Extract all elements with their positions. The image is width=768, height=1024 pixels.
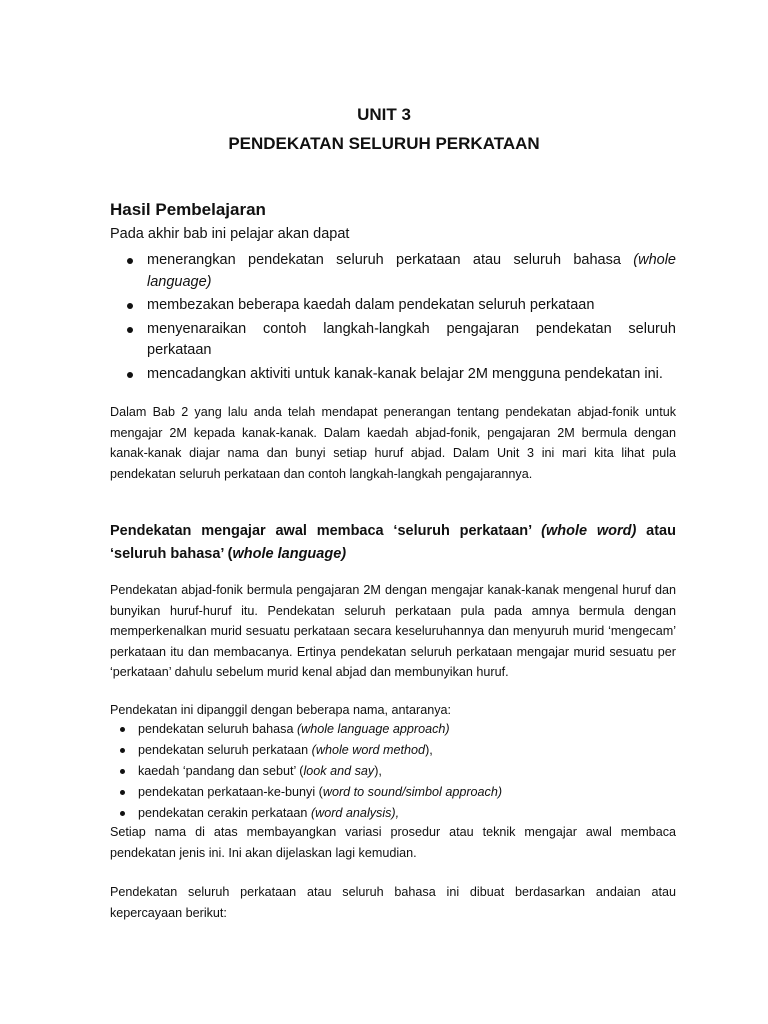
section-heading-line2 xyxy=(110,543,676,566)
list-item xyxy=(118,782,618,803)
list-item xyxy=(124,295,676,317)
list-item-text: menerangkan pendekatan seluruh perkataan atau seluruh bahasa xyxy=(147,252,634,268)
paragraph-body: Pendekatan abjad-fonik bermula pengajaran 2M dengan mengajar kanak-kanak mengenal huruf dan bunyikan huruf-huruf itu. Pendekatan seluruh perkataan pula pada amnya bermula dengan memperkenalkan murid sesuatu perkataan secara keseluruhannya dan menyuruh murid ‘mengecam’ perkataan itu dan membacanya. Ertinya pendekatan seluruh perkataan mengajar murid sesuatu per ‘perkataan’ dahulu sebelum murid kenal abjad dan membunyikan huruf. xyxy=(110,583,676,679)
heading-italic: whole language) xyxy=(232,546,347,562)
list-item xyxy=(118,740,618,761)
heading-text: Pendekatan mengajar awal membaca ‘seluruh perkataan’ xyxy=(110,523,542,539)
list-item-italic: (word analysis), xyxy=(310,806,400,820)
list-item-tail: ), xyxy=(425,743,433,757)
list-item-text: pendekatan perkataan-ke-bunyi ( xyxy=(138,785,323,799)
bullet-icon xyxy=(120,748,125,753)
section-heading-line1 xyxy=(110,520,676,543)
paragraph-intro: Dalam Bab 2 yang lalu anda telah mendapat penerangan tentang pendekatan abjad-fonik untuk mengajar 2M kepada kanak-kanak. Dalam kaedah abjad-fonik, pengajaran 2M bermula dengan kanak-kanak diajar nama dan bunyi setiap huruf abjad. Dalam Unit 3 ini mari kita lihat pula pendekatan seluruh perkataan dan contoh langkah-langkah pengajarannya. xyxy=(110,405,676,481)
bullet-icon xyxy=(120,790,125,795)
learning-outcomes-heading: Hasil Pembelajaran xyxy=(110,200,266,219)
list-item xyxy=(118,803,618,824)
list-item xyxy=(124,319,676,362)
list-item xyxy=(124,250,676,293)
heading-text: ‘seluruh bahasa’ ( xyxy=(110,546,233,562)
list-item-italic: (whole word method xyxy=(311,743,426,757)
list-item xyxy=(118,761,618,782)
list-item-text: pendekatan seluruh perkataan xyxy=(138,743,312,757)
list-item xyxy=(124,364,676,386)
list-item-text: kaedah ‘pandang dan sebut’ ( xyxy=(138,764,304,778)
learning-outcomes-intro: Pada akhir bab ini pelajar akan dapat xyxy=(110,226,350,242)
list-item-italic: (whole language approach) xyxy=(296,722,450,736)
learning-outcomes-list xyxy=(124,250,676,387)
list-item-italic: (whole language) xyxy=(147,252,676,290)
list-item-italic: look and say xyxy=(303,764,375,778)
list-item xyxy=(118,719,618,740)
heading-text-end: atau xyxy=(636,523,676,539)
bullet-icon xyxy=(127,327,133,333)
paragraph-assumptions: Pendekatan seluruh perkataan atau seluruh bahasa ini dibuat berdasarkan andaian atau kepercayaan berikut: xyxy=(110,885,676,920)
bullet-icon xyxy=(120,769,125,774)
list-item-text: membezakan beberapa kaedah dalam pendekatan seluruh perkataan xyxy=(147,297,595,313)
list-item-text: pendekatan seluruh bahasa xyxy=(138,722,297,736)
bullet-icon xyxy=(127,303,133,309)
bullet-icon xyxy=(120,727,125,732)
list-item-text: mencadangkan aktiviti untuk kanak-kanak belajar 2M mengguna pendekatan ini. xyxy=(147,365,663,382)
bullet-icon xyxy=(127,372,133,378)
bullet-icon xyxy=(127,258,133,264)
paragraph-explanation: Setiap nama di atas membayangkan variasi prosedur atau teknik mengajar awal membaca pendekatan jenis ini. Ini akan dijelaskan lagi kemudian. xyxy=(110,825,676,860)
bullet-icon xyxy=(120,811,125,816)
approach-names-list xyxy=(118,719,618,824)
section-heading xyxy=(110,520,676,566)
list-item-text: pendekatan cerakin perkataan xyxy=(138,806,311,820)
heading-italic: (whole word) xyxy=(541,523,637,539)
list-item-tail: ), xyxy=(374,764,382,778)
unit-title: UNIT 3 xyxy=(357,105,411,124)
paragraph-names-intro: Pendekatan ini dipanggil dengan beberapa nama, antaranya: xyxy=(110,703,451,717)
list-item-italic: word to sound/simbol approach) xyxy=(322,785,503,799)
chapter-title: PENDEKATAN SELURUH PERKATAAN xyxy=(228,134,540,153)
list-item-text: menyenaraikan contoh langkah-langkah pengajaran pendekatan seluruh perkataan xyxy=(147,320,676,358)
